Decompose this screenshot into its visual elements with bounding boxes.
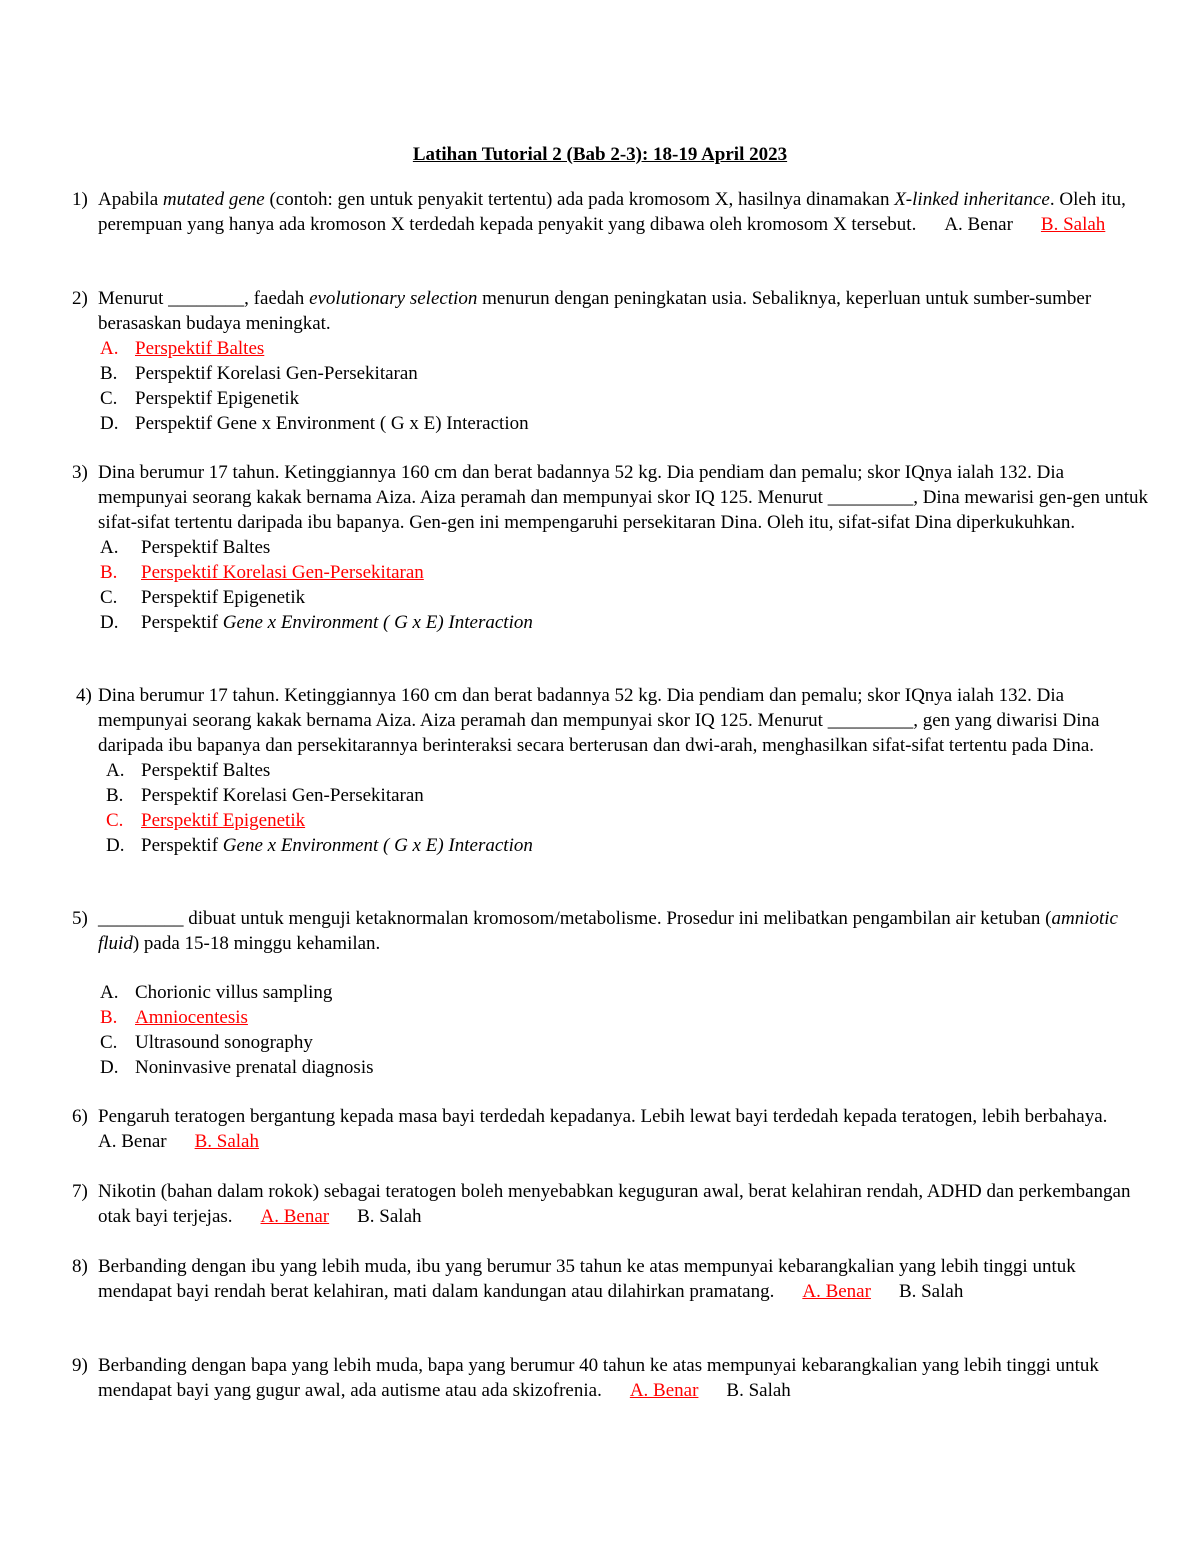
option-a: A. Chorionic villus sampling <box>100 982 333 1003</box>
option-a: A. Perspektif Baltes <box>100 537 271 558</box>
question-1 <box>72 187 1148 237</box>
question-3 <box>72 460 1148 635</box>
question-number: 6) <box>72 1106 88 1127</box>
options-list <box>98 535 1148 635</box>
question-number: 7) <box>72 1181 88 1202</box>
option-b-answer: B. Perspektif Korelasi Gen-Persekitaran <box>100 562 424 583</box>
option-b-answer: B. Amniocentesis <box>100 1007 248 1028</box>
question-text: Pengaruh teratogen bergantung kepada masa bayi terdedah kepadanya. Lebih lewat bayi terdedah kepada teratogen, lebih berbahaya.A. Benar B. Salah <box>98 1106 1108 1152</box>
question-number: 8) <box>72 1256 88 1277</box>
option-a: A. Benar <box>944 214 1013 235</box>
option-c: C. Ultrasound sonography <box>100 1032 313 1053</box>
option-a: A. Benar <box>98 1131 167 1152</box>
question-text: Berbanding dengan bapa yang lebih muda, bapa yang berumur 40 tahun ke atas mempunyai kebarangkalian yang lebih tinggi untuk mendapat bayi yang gugur awal, ada autisme atau ada skizofrenia. A. Benar B. Salah <box>98 1355 1099 1401</box>
question-text: Dina berumur 17 tahun. Ketinggiannya 160 cm dan berat badannya 52 kg. Dia pendiam dan pemalu; skor IQnya ialah 132. Dia mempunyai seorang kakak bernama Aiza. Aiza peramah dan mempunyai skor IQ 125. Menurut _________, gen yang diwarisi Dina daripada ibu bapanya dan persekitarannya berinteraksi secara berterusan dan dwi-arah, menghasilkan sifat-sifat tertentu pada Dina. <box>98 685 1100 756</box>
question-number: 2) <box>72 288 88 309</box>
question-6 <box>72 1104 1148 1154</box>
options-list <box>98 336 1148 436</box>
question-2 <box>72 286 1148 436</box>
question-number: 3) <box>72 462 88 483</box>
option-b: B. Perspektif Korelasi Gen-Persekitaran <box>100 363 418 384</box>
option-b: B. Perspektif Korelasi Gen-Persekitaran <box>106 785 424 806</box>
option-a-answer: A. Benar <box>802 1281 871 1302</box>
question-text: Berbanding dengan ibu yang lebih muda, ibu yang berumur 35 tahun ke atas mempunyai kebarangkalian yang lebih tinggi untuk mendapat bayi rendah berat kelahiran, mati dalam kandungan atau dilahirkan pramatang. A. Benar B. Salah <box>98 1256 1076 1302</box>
option-d: D. Perspektif Gene x Environment ( G x E) Interaction <box>100 612 533 633</box>
option-c-answer: C. Perspektif Epigenetik <box>106 810 306 831</box>
question-8 <box>72 1254 1148 1304</box>
question-number: 5) <box>72 908 88 929</box>
question-text: Menurut ________, faedah evolutionary selection menurun dengan peningkatan usia. Sebaliknya, keperluan untuk sumber-sumber berasaskan budaya meningkat. <box>98 288 1092 334</box>
option-b: B. Salah <box>357 1206 422 1227</box>
option-a: A. Perspektif Baltes <box>106 760 271 781</box>
option-c: C. Perspektif Epigenetik <box>100 388 300 409</box>
question-text: Dina berumur 17 tahun. Ketinggiannya 160 cm dan berat badannya 52 kg. Dia pendiam dan pemalu; skor IQnya ialah 132. Dia mempunyai seorang kakak bernama Aiza. Aiza peramah dan mempunyai skor IQ 125. Menurut _________, Dina mewarisi gen-gen untuk sifat-sifat tertentu daripada ibu bapanya. Gen-gen ini mempengaruhi persekitaran Dina. Oleh itu, sifat-sifat Dina diperkukuhkan. <box>98 462 1148 533</box>
option-b: B. Salah <box>726 1380 791 1401</box>
question-number: 1) <box>72 189 88 210</box>
option-d: D. Perspektif Gene x Environment ( G x E) Interaction <box>106 835 533 856</box>
option-b-answer: B. Salah <box>194 1131 259 1152</box>
option-b-answer: B. Salah <box>1040 214 1106 235</box>
option-a-answer: A. Perspektif Baltes <box>100 338 265 359</box>
option-d: D. Noninvasive prenatal diagnosis <box>100 1057 374 1078</box>
option-a-answer: A. Benar <box>260 1206 330 1227</box>
question-number: 9) <box>72 1355 88 1376</box>
question-7 <box>72 1179 1148 1229</box>
option-a-answer: A. Benar <box>629 1380 699 1401</box>
question-5 <box>72 906 1148 1080</box>
options-list <box>98 980 1148 1080</box>
question-text: Nikotin (bahan dalam rokok) sebagai teratogen boleh menyebabkan keguguran awal, berat kelahiran rendah, ADHD dan perkembangan otak bayi terjejas. A. Benar B. Salah <box>98 1181 1131 1227</box>
options-list <box>98 758 1148 858</box>
question-text: Apabila mutated gene (contoh: gen untuk penyakit tertentu) ada pada kromosom X, hasilnya dinamakan X-linked inheritance. Oleh itu, perempuan yang hanya ada kromoson X terdedah kepada penyakit yang dibawa oleh kromosom X tersebut. A. Benar B. Salah <box>98 189 1126 235</box>
question-text: _________ dibuat untuk menguji ketaknormalan kromosom/metabolisme. Prosedur ini melibatkan pengambilan air ketuban (amniotic fluid) pada 15-18 minggu kehamilan. <box>98 908 1118 954</box>
question-number: 4) <box>76 685 92 706</box>
question-9 <box>72 1353 1148 1403</box>
question-4 <box>76 683 1148 858</box>
option-c: C. Perspektif Epigenetik <box>100 587 306 608</box>
option-d: D. Perspektif Gene x Environment ( G x E) Interaction <box>100 413 529 434</box>
page-title: Latihan Tutorial 2 (Bab 2-3): 18-19 April 2023 <box>412 144 788 165</box>
option-b: B. Salah <box>898 1281 964 1302</box>
